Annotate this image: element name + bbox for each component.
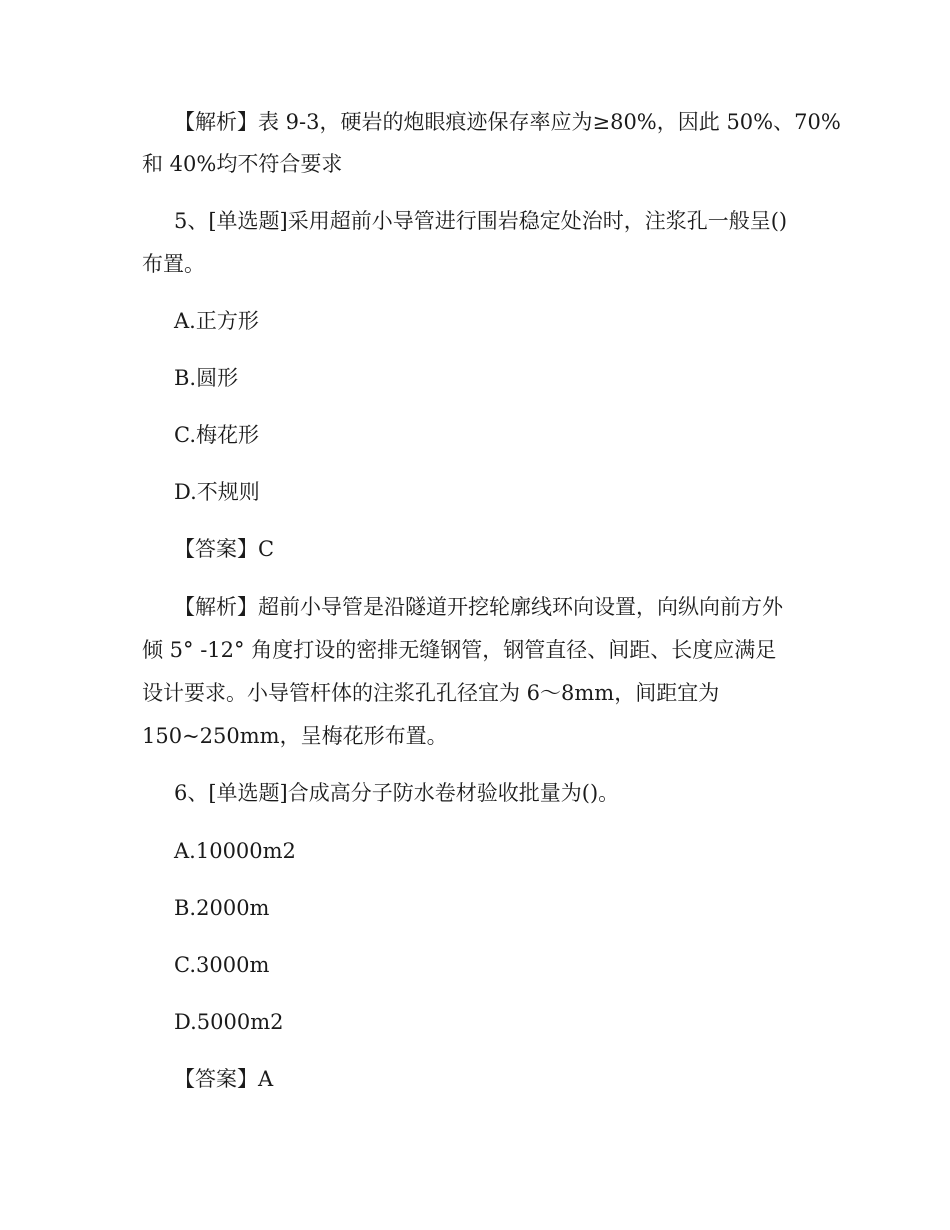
q5-stem-line-2: 布置。 (142, 252, 205, 276)
q5-option-d: D.不规则 (174, 480, 260, 504)
q6-option-a: A.10000m2 (174, 839, 296, 863)
q5-stem-line-1: 5、[单选题]采用超前小导管进行围岩稳定处治时，注浆孔一般呈() (174, 209, 788, 233)
q6-stem: 6、[单选题]合成高分子防水卷材验收批量为()。 (174, 781, 620, 805)
q6-option-b: B.2000m (174, 896, 270, 920)
q6-option-c: C.3000m (174, 953, 270, 977)
q6-option-d: D.5000m2 (174, 1010, 284, 1034)
q5-analysis-line-3: 设计要求。小导管杆体的注浆孔孔径宜为 6～8mm，间距宜为 (142, 681, 720, 705)
q5-analysis-line-2: 倾 5° -12° 角度打设的密排无缝钢管，钢管直径、间距、长度应满足 (142, 638, 777, 662)
q5-analysis-line-4: 150~250mm，呈梅花形布置。 (142, 724, 448, 748)
q5-option-b: B.圆形 (174, 366, 239, 390)
q4-analysis-line-1: 【解析】表 9-3，硬岩的炮眼痕迹保存率应为≥80%，因此 50%、70% (174, 110, 841, 134)
q5-answer: 【答案】C (174, 537, 275, 561)
q4-analysis-line-2: 和 40%均不符合要求 (142, 152, 343, 176)
q6-answer: 【答案】A (174, 1067, 274, 1091)
q5-analysis-line-1: 【解析】超前小导管是沿隧道开挖轮廓线环向设置，向纵向前方外 (174, 595, 783, 619)
q5-option-a: A.正方形 (174, 309, 259, 333)
q5-option-c: C.梅花形 (174, 423, 259, 447)
